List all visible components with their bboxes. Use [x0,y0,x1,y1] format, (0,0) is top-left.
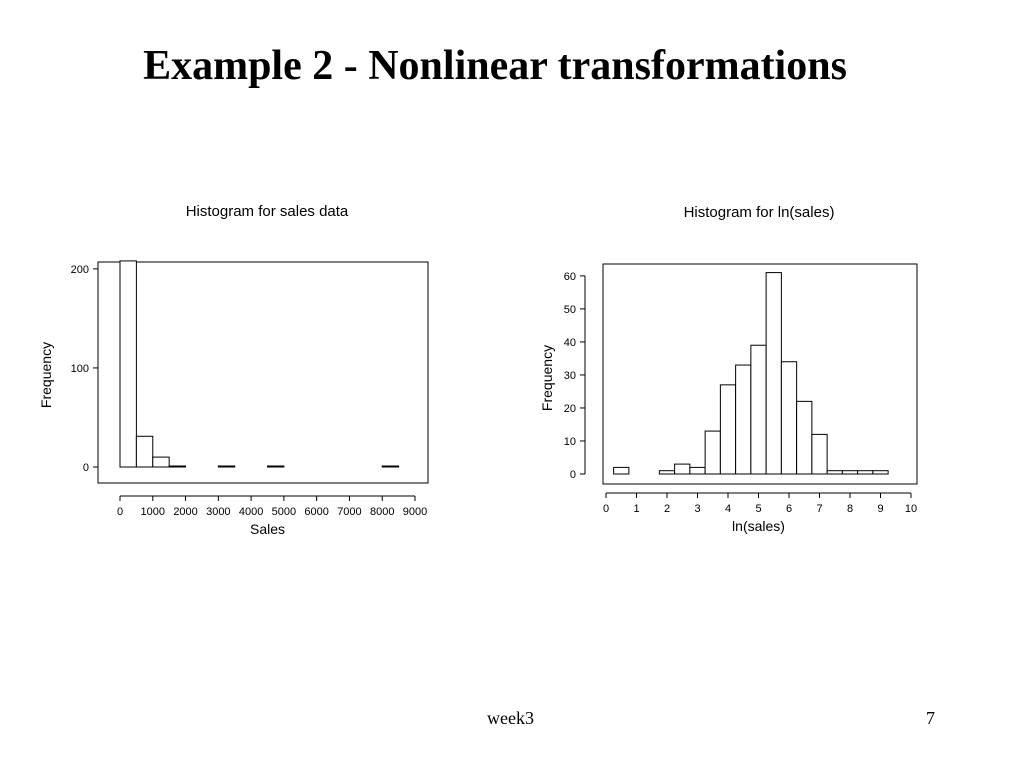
x-tick-label: 9 [877,503,884,515]
y-tick-label: 30 [563,369,576,382]
histogram-bar [218,466,234,467]
sales-histogram-svg [30,195,450,535]
x-tick-label: 5 [755,503,762,515]
histogram-bar [858,471,873,474]
histogram-bar [827,471,842,474]
histogram-bar [720,385,735,474]
histogram-bar [751,345,766,474]
x-tick-label: 8 [846,503,854,515]
histogram-bar [781,362,796,474]
x-tick-label: 2000 [173,506,198,518]
histogram-bar [797,401,812,474]
chart-title: Histogram for sales data [185,203,349,220]
y-tick-label: 20 [563,402,576,415]
histogram-bar [873,471,888,474]
y-tick-label: 40 [563,336,576,349]
histogram-bar [614,467,629,474]
x-tick-label: 3000 [206,506,231,518]
footer-label: week3 [487,708,534,728]
slide-title: Example 2 - Nonlinear transformations [143,43,847,89]
x-tick-label: 4000 [238,506,264,518]
histogram-bar [690,467,705,474]
x-tick-label: 1 [633,503,640,515]
x-tick-label: 2 [663,503,671,515]
y-tick-label: 60 [563,270,576,283]
histogram-bar [675,464,690,474]
x-tick-label: 7 [816,503,823,515]
y-tick-label: 0 [82,462,89,474]
y-tick-label: 50 [563,303,576,316]
histogram-bar [153,457,169,467]
chart-title: Histogram for ln(sales) [683,204,835,221]
x-tick-label: 10 [904,503,918,515]
histogram-bar [766,273,781,474]
histogram-bar [169,466,185,467]
histogram-bar [120,261,136,467]
x-tick-label: 0 [602,503,610,515]
histogram-bar [705,431,720,474]
ln-sales-histogram-svg [535,195,935,540]
histogram-bar [659,471,674,474]
x-tick-label: 3 [694,503,701,515]
histogram-bar [812,434,827,474]
x-tick-label: 1000 [140,506,166,518]
sales-histogram [30,195,450,535]
y-tick-label: 100 [70,362,89,375]
x-tick-label: 4 [724,503,732,515]
x-tick-label: 6000 [304,506,329,518]
x-tick-label: 9000 [402,506,428,518]
x-tick-label: 0 [116,506,124,518]
y-axis-label: Frequency [38,341,54,409]
x-tick-label: 7000 [337,506,362,518]
y-tick-label: 200 [70,263,89,276]
histogram-bar [382,466,398,467]
y-tick-label: 0 [569,469,576,481]
histogram-bar [268,466,284,467]
x-axis-label: Sales [249,521,286,535]
x-tick-label: 8000 [369,506,395,518]
x-axis-label: ln(sales) [732,518,785,534]
page-number: 7 [926,708,935,728]
y-tick-label: 10 [563,435,576,448]
x-tick-label: 5000 [271,506,297,518]
histogram-bar [136,436,152,467]
y-axis-label: Frequency [539,344,555,412]
x-tick-label: 6 [785,503,793,515]
ln-sales-histogram [535,195,935,540]
histogram-bar [736,365,751,474]
histogram-bar [842,471,857,474]
